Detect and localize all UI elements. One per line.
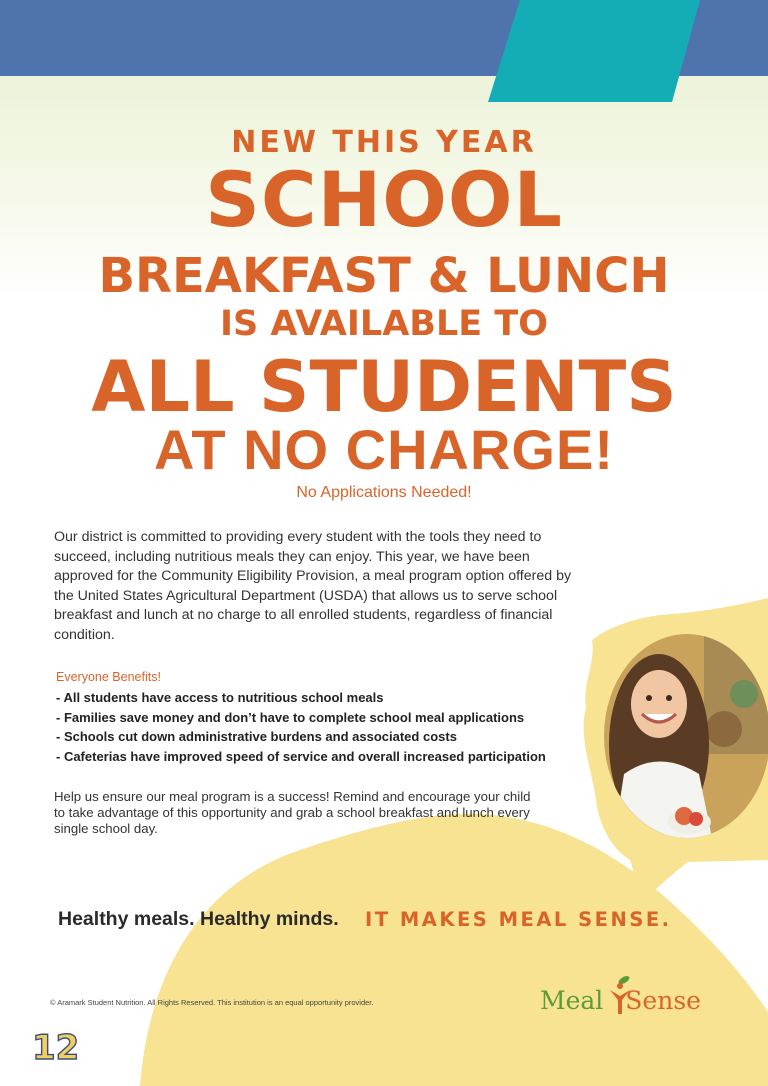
tagline-healthy-meals: Healthy meals. Healthy minds. [58,908,339,930]
headline-all-students: ALL STUDENTS [91,346,677,428]
student-photo [604,634,768,838]
headline-school: SCHOOL [205,155,563,244]
headline-new-this-year: NEW THIS YEAR [231,125,537,160]
headline-breakfast-lunch: BREAKFAST & LUNCH [98,248,670,304]
benefit-item: - Schools cut down administrative burdens and associated costs [56,729,457,744]
footer-copyright: © Aramark Student Nutrition. All Rights Reserved. This institution is an equal opportunity provider. [50,998,374,1007]
benefit-item: - Cafeterias have improved speed of service and overall increased participation [56,748,546,764]
meal-sense-logo [540,976,710,1020]
logo-wordmark [540,986,701,1015]
intro-paragraph: Our district is committed to providing every student with the tools they need to succeed, including nutritious meals they can enjoy. This year, we have been approved for the Community Eligibility Provision, a meal program option offered by the United States Agricultural Department (USDA) that allows us to serve school breakfast and lunch at no charge to all enrolled students, regardless of financial condition. [54,529,572,643]
benefits-list [56,688,546,766]
logo-sense-text: Sense [625,986,701,1015]
benefits-title: Everyone Benefits! [56,670,161,684]
page-number: 12 [32,1028,80,1068]
headline-at-no-charge: AT NO CHARGE! [154,418,614,481]
benefit-item: - All students have access to nutritious school meals [56,690,384,705]
headline-is-available-to: IS AVAILABLE TO [219,304,549,344]
logo-meal-text: Meal [540,986,604,1015]
closing-paragraph: Help us ensure our meal program is a success! Remind and encourage your child to take advantage of this opportunity and grab a school breakfast and lunch every single school day. [54,789,531,836]
subheadline: No Applications Needed! [296,484,472,501]
benefit-item: - Families save money and don’t have to complete school meal applications [56,709,525,725]
teal-parallelogram [488,0,700,102]
tagline-meal-sense: IT MAKES MEAL SENSE. [365,908,672,931]
